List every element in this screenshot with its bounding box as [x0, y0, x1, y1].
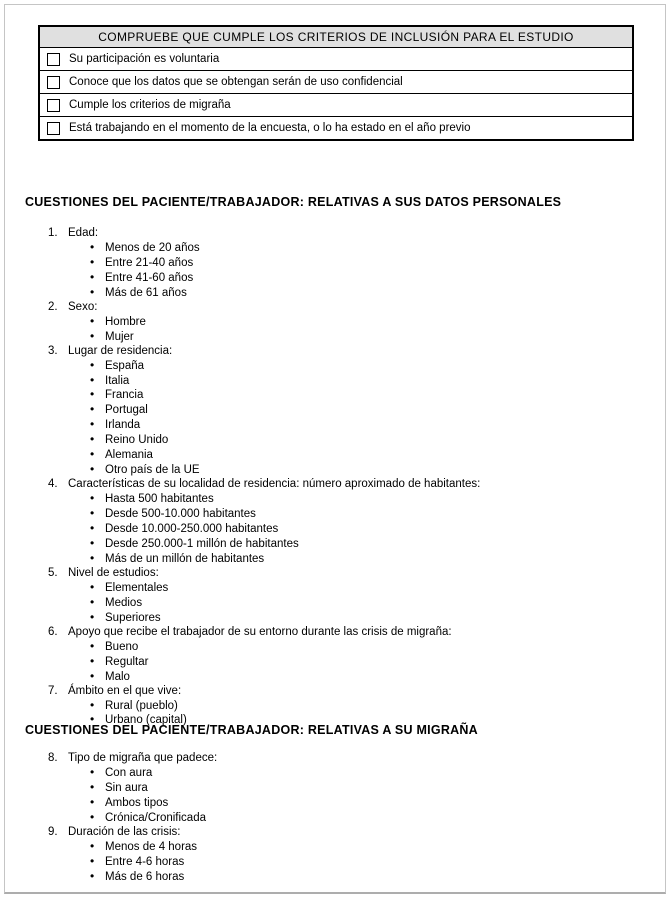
option-label: Mujer — [105, 330, 134, 343]
criteria-checkbox[interactable] — [47, 76, 60, 89]
option-label: Portugal — [105, 404, 148, 417]
option-label: Elementales — [105, 581, 169, 594]
question-text: Tipo de migraña que padece: — [68, 752, 218, 764]
option-label: Entre 41-60 años — [105, 271, 194, 284]
question-number: 1. — [48, 227, 58, 239]
option-item — [5, 374, 665, 389]
question-item — [5, 752, 665, 826]
option-label: Crónica/Cronificada — [105, 811, 206, 824]
option-label: Ambos tipos — [105, 796, 169, 809]
option-label: Menos de 4 horas — [105, 840, 198, 853]
question-list-datos-personales — [5, 227, 665, 728]
option-item — [5, 463, 665, 478]
bullet-icon: • — [90, 357, 95, 372]
bullet-icon: • — [90, 372, 95, 387]
bullet-icon: • — [90, 868, 95, 883]
bullet-icon: • — [90, 764, 95, 779]
option-item — [5, 766, 665, 781]
question-text: Características de su localidad de residencia: número aproximado de habitantes: — [68, 478, 481, 491]
bullet-icon: • — [90, 838, 95, 853]
option-label: Sin aura — [105, 781, 148, 794]
option-label: Superiores — [105, 611, 161, 624]
criteria-row — [40, 116, 632, 139]
bullet-icon: • — [90, 284, 95, 299]
question-number: 2. — [48, 300, 58, 313]
criteria-label: Está trabajando en el momento de la encuesta, o lo ha estado en el año previo — [69, 122, 471, 134]
question-number: 9. — [48, 825, 58, 838]
option-label: Más de 6 horas — [105, 870, 185, 883]
option-item — [5, 403, 665, 418]
bullet-icon: • — [90, 402, 95, 417]
option-label: Alemania — [105, 449, 153, 462]
bullet-icon: • — [90, 462, 95, 477]
option-item — [5, 359, 665, 374]
option-label: Malo — [105, 670, 130, 683]
question-text: Sexo: — [68, 300, 98, 313]
bullet-icon: • — [90, 269, 95, 284]
question-number: 4. — [48, 478, 58, 491]
option-item — [5, 640, 665, 655]
bullet-icon: • — [90, 491, 95, 506]
question-text: Nivel de estudios: — [68, 566, 159, 579]
bullet-icon: • — [90, 594, 95, 609]
option-item — [5, 522, 665, 537]
option-label: Rural (pueblo) — [105, 699, 178, 712]
option-item — [5, 855, 665, 870]
question-item — [5, 567, 665, 626]
criteria-row — [40, 47, 632, 70]
option-item — [5, 286, 665, 301]
option-item — [5, 537, 665, 552]
question-item — [5, 478, 665, 567]
option-item — [5, 492, 665, 507]
option-item — [5, 840, 665, 855]
question-text: Lugar de residencia: — [68, 344, 173, 357]
option-label: Desde 500-10.000 habitantes — [105, 508, 256, 521]
option-item — [5, 271, 665, 286]
option-item — [5, 581, 665, 596]
question-item — [5, 301, 665, 345]
question-number: 8. — [48, 752, 58, 764]
criteria-label: Cumple los criterios de migraña — [69, 99, 231, 111]
bullet-icon: • — [90, 853, 95, 868]
criteria-checkbox[interactable] — [47, 53, 60, 66]
bullet-icon: • — [90, 254, 95, 269]
bullet-icon: • — [90, 239, 95, 254]
criteria-table-title: COMPRUEBE QUE CUMPLE LOS CRITERIOS DE INCLUSIÓN PARA EL ESTUDIO — [40, 27, 632, 47]
option-label: Otro país de la UE — [105, 464, 200, 477]
option-label: Italia — [105, 374, 130, 387]
option-item — [5, 596, 665, 611]
option-label: Reino Unido — [105, 434, 169, 447]
bullet-icon: • — [90, 313, 95, 328]
option-item — [5, 552, 665, 567]
bullet-icon: • — [90, 417, 95, 432]
question-list-migrana — [5, 752, 665, 885]
option-item — [5, 315, 665, 330]
bullet-icon: • — [90, 809, 95, 824]
question-item — [5, 626, 665, 685]
section-heading-migrana: CUESTIONES DEL PACIENTE/TRABAJADOR: RELATIVAS A SU MIGRAÑA — [25, 723, 478, 737]
question-item — [5, 227, 665, 301]
bullet-icon: • — [90, 579, 95, 594]
option-label: España — [105, 359, 145, 372]
option-item — [5, 448, 665, 463]
bullet-icon: • — [90, 653, 95, 668]
question-item — [5, 826, 665, 885]
option-item — [5, 811, 665, 826]
option-label: Bueno — [105, 640, 139, 653]
bullet-icon: • — [90, 550, 95, 565]
bullet-icon: • — [90, 536, 95, 551]
bullet-icon: • — [90, 697, 95, 712]
criteria-row — [40, 70, 632, 93]
questionnaire-page — [4, 4, 666, 894]
question-number: 7. — [48, 684, 58, 697]
option-label: Entre 4-6 horas — [105, 855, 185, 868]
question-number: 5. — [48, 566, 58, 579]
question-number: 6. — [48, 625, 58, 638]
question-item — [5, 685, 665, 729]
option-label: Más de un millón de habitantes — [105, 552, 265, 565]
question-number: 3. — [48, 344, 58, 357]
bullet-icon: • — [90, 794, 95, 809]
bullet-icon: • — [90, 447, 95, 462]
option-label: Entre 21-40 años — [105, 256, 194, 269]
question-text: Edad: — [68, 227, 99, 239]
option-label: Desde 250.000-1 millón de habitantes — [105, 538, 299, 551]
option-item — [5, 388, 665, 403]
bullet-icon: • — [90, 609, 95, 624]
question-text: Duración de las crisis: — [68, 825, 181, 838]
option-item — [5, 870, 665, 885]
option-item — [5, 699, 665, 714]
option-item — [5, 796, 665, 811]
option-label: Hasta 500 habitantes — [105, 493, 214, 506]
option-label: Más de 61 años — [105, 286, 187, 299]
option-label: Irlanda — [105, 419, 141, 432]
bullet-icon: • — [90, 521, 95, 536]
criteria-checkbox[interactable] — [47, 122, 60, 135]
option-item — [5, 670, 665, 685]
option-item — [5, 330, 665, 345]
option-item — [5, 655, 665, 670]
bullet-icon: • — [90, 712, 95, 727]
option-label: Desde 10.000-250.000 habitantes — [105, 523, 279, 536]
criteria-label: Conoce que los datos que se obtengan serán de uso confidencial — [69, 76, 403, 88]
option-label: Menos de 20 años — [105, 241, 200, 254]
bullet-icon: • — [90, 432, 95, 447]
option-item — [5, 241, 665, 256]
section-heading-datos-personales: CUESTIONES DEL PACIENTE/TRABAJADOR: RELATIVAS A SUS DATOS PERSONALES — [25, 195, 562, 209]
bullet-icon: • — [90, 779, 95, 794]
criteria-checkbox[interactable] — [47, 99, 60, 112]
option-label: Con aura — [105, 766, 153, 779]
bullet-icon: • — [90, 668, 95, 683]
bullet-icon: • — [90, 328, 95, 343]
option-label: Francia — [105, 389, 144, 402]
option-label: Regultar — [105, 655, 149, 668]
option-label: Medios — [105, 596, 143, 609]
option-item — [5, 507, 665, 522]
option-item — [5, 433, 665, 448]
bullet-icon: • — [90, 638, 95, 653]
question-text: Apoyo que recibe el trabajador de su entorno durante las crisis de migraña: — [68, 625, 452, 638]
option-item — [5, 611, 665, 626]
option-item — [5, 781, 665, 796]
question-text: Ámbito en el que vive: — [68, 684, 182, 697]
inclusion-criteria-table — [38, 25, 634, 141]
option-label: Urbano (capital) — [105, 714, 187, 727]
bullet-icon: • — [90, 506, 95, 521]
option-label: Hombre — [105, 315, 146, 328]
bullet-icon: • — [90, 387, 95, 402]
option-item — [5, 418, 665, 433]
option-item — [5, 256, 665, 271]
criteria-row — [40, 93, 632, 116]
question-item — [5, 345, 665, 479]
criteria-label: Su participación es voluntaria — [69, 53, 220, 65]
